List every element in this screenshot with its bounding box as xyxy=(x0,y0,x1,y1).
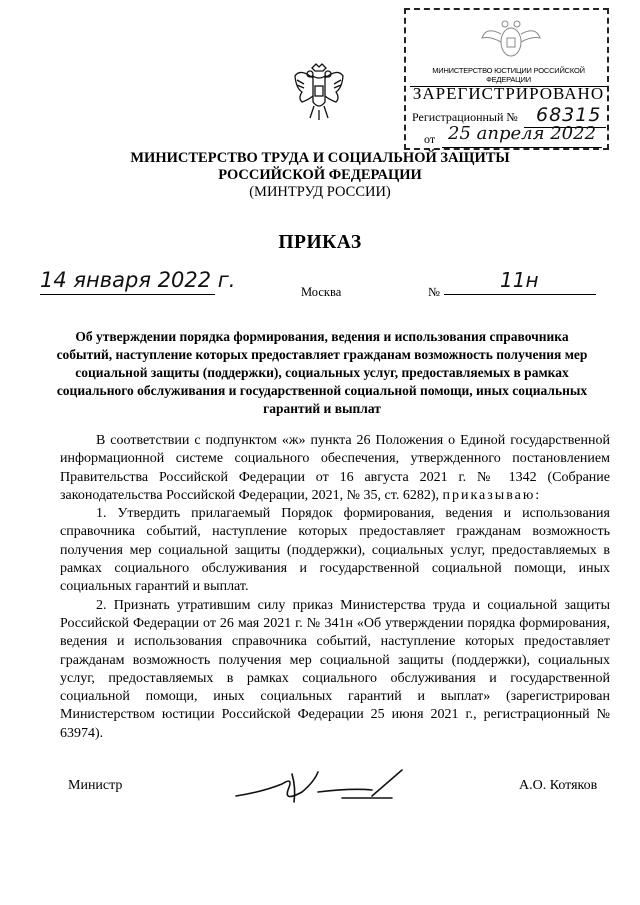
eagle-emblem-icon xyxy=(476,16,546,62)
signer-position: Министр xyxy=(68,778,123,793)
number-sign: № xyxy=(428,285,440,299)
ministry-header xyxy=(100,150,540,201)
stamp-date-value: 25 апреля 2022 xyxy=(448,123,597,144)
item-2: 2. Признать утратившим силу приказ Министерства труда и социальной защиты Российской Федерации от 26 мая 2021 г. № 341н «Об утверждении порядка формирования, ведения и использования справочника событий, наступление которых предоставляет гражданам возможность получения мер социальной защиты (поддержки), социальных услуг, предоставляемых в рамках социального обслуживания и государственной социальной помощи, иных социальных гарантий и выплат» (зарегистрирован Министерством юстиции Российской Федерации 25 июня 2021 г., регистрационный № 63974). xyxy=(60,597,610,741)
stamp-reg-label: Регистрационный № xyxy=(412,110,518,124)
coat-of-arms-icon xyxy=(292,62,346,122)
order-word: приказываю: xyxy=(442,487,542,503)
date-underline xyxy=(442,147,602,148)
date-underline xyxy=(40,294,215,295)
order-subject: Об утверждении порядка формирования, ведения и использования справочника событий, наступление которых предоставляет гражданам возможность получения мер социальной защиты (поддержки), социальных услуг, предоставляемых в рамках социального обслуживания и государственной социальной помощи, иных социальных гарантий и выплат xyxy=(56,329,588,416)
intro-paragraph xyxy=(60,432,610,505)
handwritten-signature xyxy=(222,762,422,812)
ministry-abbreviation: (МИНТРУД РОССИИ) xyxy=(249,184,391,200)
item-1: 1. Утвердить прилагаемый Порядок формирования, ведения и использования справочника событий, наступление которых предоставляет гражданам возможность получения мер социальной защиты (поддержки), социальных услуг, предоставляемых в рамках социального обслуживания и государственной социальной помощи, иных социальных гарантий и выплат. xyxy=(60,506,610,595)
registration-stamp xyxy=(404,8,609,150)
city: Москва xyxy=(301,285,342,299)
stamp-from-label: от xyxy=(424,132,436,146)
order-number: 11н xyxy=(500,268,539,292)
stamp-ministry: МИНИСТЕРСТВО ЮСТИЦИИ РОССИЙСКОЙ ФЕДЕРАЦИИ xyxy=(410,66,607,87)
stamp-date xyxy=(448,123,596,144)
signer-name: А.О. Котяков xyxy=(519,778,598,793)
stamp-reg-number: 68315 xyxy=(536,104,602,126)
ministry-name-line2: РОССИЙСКОЙ ФЕДЕРАЦИИ xyxy=(218,167,422,183)
order-body xyxy=(60,432,610,743)
stamp-registered: ЗАРЕГИСТРИРОВАНО xyxy=(412,84,605,103)
order-date: 14 января 2022 г. xyxy=(40,268,236,292)
intro-text: В соответствии с подпунктом «ж» пункта 26 Положения о Единой государственной информационной системе социального обеспечения, утвержденного постановлением Правительства Российской Федерации от 16 августа 2021 г. № 1342 (Собрание законодательства Российской Федерации, 2021, № 35, ст. 6282), xyxy=(60,433,610,503)
document-title: ПРИКАЗ xyxy=(278,232,362,253)
ministry-name-line1: МИНИСТЕРСТВО ТРУДА И СОЦИАЛЬНОЙ ЗАЩИТЫ xyxy=(130,150,510,166)
number-underline xyxy=(444,294,596,295)
